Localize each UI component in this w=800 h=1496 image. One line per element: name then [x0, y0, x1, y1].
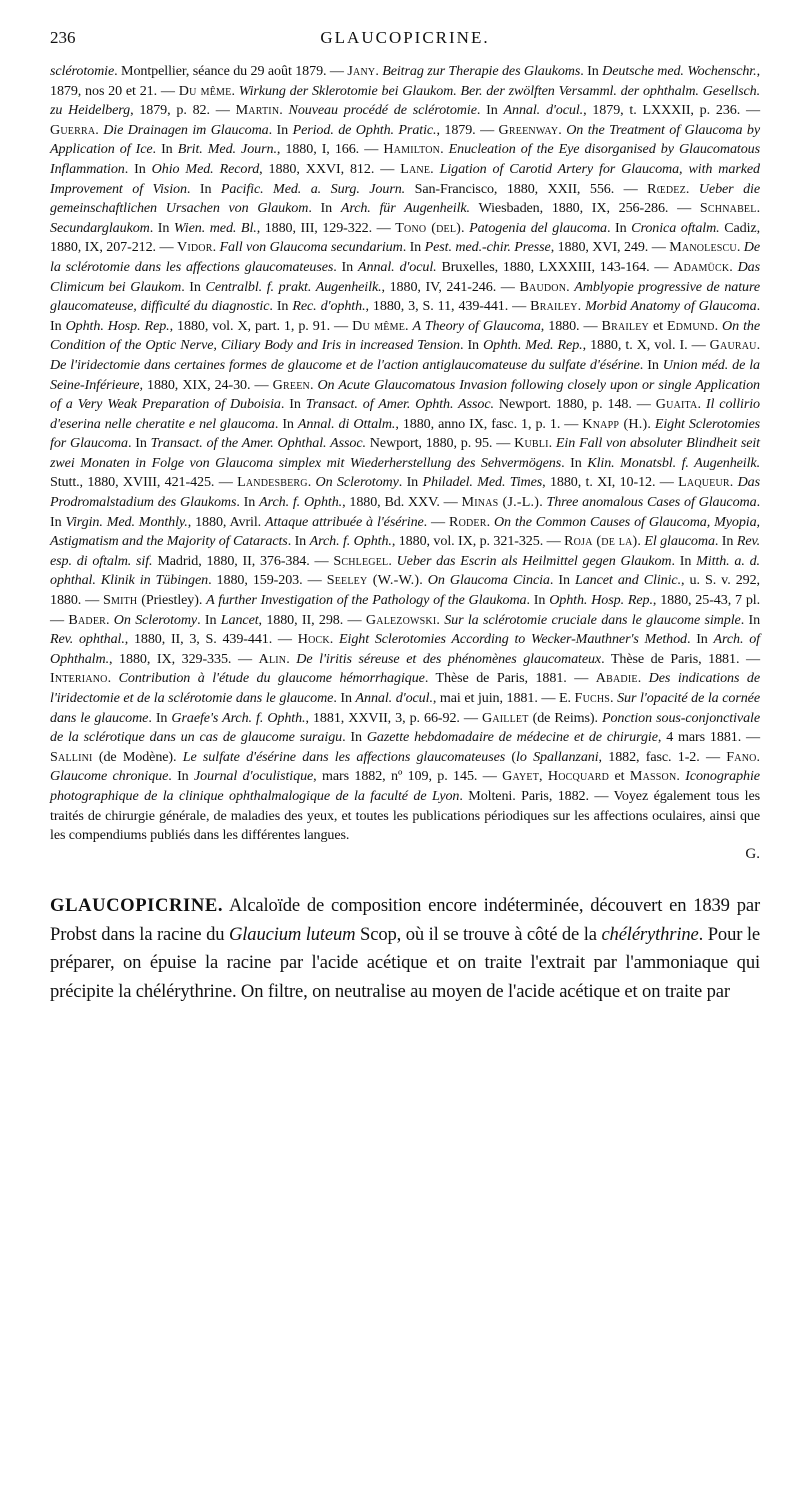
italic-text: On the Treatment of Glaucoma by Application of Ice — [50, 121, 761, 158]
text-run: . In — [50, 298, 761, 334]
text-run: , mai et juin, 1881. — E. — [432, 690, 575, 706]
italic-text: On Sclerotomy — [315, 474, 399, 491]
italic-text: Beitrag zur Therapie des Glaukoms — [382, 63, 581, 79]
text-run: , — [539, 768, 548, 785]
text-run: , 1879. — — [436, 121, 499, 138]
text-run: , 4 mars 1881. — — [657, 729, 761, 746]
text-run: . In — [342, 729, 367, 746]
italic-text: Virgin. Med. Monthly. — [65, 513, 188, 530]
italic-text: Eight Sclerotomies According to Wecker-Mauthner's Method — [339, 631, 687, 648]
italic-text: Annal. d'ocul. — [503, 102, 584, 119]
text-run: et — [648, 317, 667, 334]
italic-text: Attaque attribuée à l'ésérine — [265, 513, 424, 530]
italic-text: Le sulfate d'ésérine dans les affections glaucomateuses — [182, 748, 506, 765]
italic-text: Pest. med.-chir. Presse — [424, 239, 551, 256]
text-run: , 1880, XVI, 249. — — [550, 239, 670, 256]
author-name: Hamilton — [383, 141, 441, 158]
text-run: (de Reims). — [528, 709, 602, 726]
text-run: . 1880, 159-203. — — [208, 572, 327, 589]
text-run: . — [375, 63, 383, 79]
author-name: Martin — [235, 102, 280, 119]
author-name: Roder — [448, 513, 487, 530]
text-run: . In — [274, 415, 298, 432]
author-name: Hocquard — [547, 768, 610, 785]
author-name: Bader — [68, 611, 106, 628]
author-name: Schnabel — [699, 200, 757, 217]
text-run: . In — [402, 239, 425, 256]
italic-text: Ponction sous-conjonctivale de la sclérotique dans un cas de glaucome suraigu — [50, 709, 760, 746]
text-run: . In — [333, 258, 358, 275]
text-run: . In — [526, 592, 550, 609]
author-name: Du même — [178, 82, 232, 99]
text-run: , 1879, t. LXXXII, p. 236. — — [583, 102, 760, 119]
italic-text: Morbid Anatomy of Glaucoma — [585, 298, 757, 315]
italic-text: De l'iritis séreuse et des phénomènes glaucomateux — [296, 650, 602, 667]
text-run: . — [106, 611, 114, 628]
text-run: . In — [50, 494, 760, 530]
italic-text: Lancet and Clinic. — [574, 572, 682, 589]
italic-text: chélérythrine — [601, 923, 699, 945]
text-run: . — [388, 552, 397, 569]
article-paragraph — [50, 892, 760, 1007]
text-run: . In — [308, 200, 341, 217]
text-run: . In — [687, 631, 714, 648]
author-name: Masson — [629, 768, 677, 785]
text-run: , 1880, IV, 241-246. — — [381, 278, 520, 295]
text-run: . In — [740, 611, 761, 628]
italic-text: Fall von Glaucoma secundarium — [219, 239, 403, 256]
author-name: Seeley (W.-W.) — [326, 572, 420, 589]
text-run: . — [685, 180, 699, 197]
italic-text: Rev. ophthal. — [50, 631, 125, 648]
text-run: , 1880, t. X, vol. I. — — [582, 337, 710, 354]
author-name: Adamück — [673, 258, 730, 275]
italic-text: Wien. med. Bl. — [173, 219, 257, 236]
text-run: . — [307, 474, 316, 491]
text-run: . — [647, 415, 655, 432]
text-run: . In — [168, 768, 195, 785]
text-run: . — [436, 611, 445, 628]
text-run: . — [419, 572, 428, 589]
italic-text: Iconographie photographique de la clinique ophthalmalogique de la faculté de Lyon — [50, 768, 760, 804]
text-run: . — [697, 396, 706, 413]
italic-text: A Theory of Glaucoma — [412, 317, 541, 334]
text-run: . In — [333, 690, 356, 706]
italic-text: Gazette hebdomadaire de médecine et de chirurgie — [366, 729, 658, 746]
text-run: . — [212, 239, 220, 256]
text-run: . — [231, 82, 239, 99]
italic-text: Nouveau procédé de sclérotomie — [288, 102, 477, 119]
text-run: . Pour le préparer, on épuise la racine par l'acide acétique et on traite l'extrait par l'ammoniaque qui précipite la chélérythrine. On filtre, on neutralise au moyen de l'acide acétique et on traite par — [50, 923, 760, 1003]
italic-text: Journal d'oculistique — [194, 768, 314, 785]
author-name: Laqueur — [678, 474, 730, 491]
text-run: . — [486, 513, 494, 530]
text-run: . — [95, 121, 104, 138]
italic-text: Glaucium luteum — [229, 923, 356, 945]
text-run: , 1881, XXVII, 3, p. 66-92. — — [305, 709, 482, 726]
text-run: Bruxelles, 1880, LXXXIII, 143-164. — — [436, 258, 674, 275]
text-run: . In — [197, 611, 221, 628]
italic-text: Contribution à l'étude du glaucome hémorrhagique — [118, 670, 425, 687]
author-name: Green — [272, 376, 310, 393]
italic-text: Arch. für Augenheilk. — [340, 200, 470, 217]
text-run: . In — [549, 572, 575, 589]
text-run: . — [548, 435, 556, 452]
italic-text: Pacific. Med. a. Surg. Journ. — [220, 180, 406, 197]
author-name: Knapp (H.) — [582, 415, 648, 432]
author-name: Rœdez — [647, 180, 686, 197]
text-run: . Thèse de Paris, 1881. — — [424, 670, 596, 687]
text-run: , 1880, I, 166. — — [276, 141, 384, 158]
italic-text: Amblyopie progressive de nature glaucomateuse, difficulté du diagnostic — [50, 278, 760, 315]
author-name: Fuchs — [574, 690, 611, 706]
italic-text: Il collirio d'eserina nelle cheratite e nel glaucoma — [50, 396, 760, 432]
text-run: . — — [423, 513, 449, 530]
text-run: . — [756, 337, 761, 354]
text-run: (Priestley). — [137, 592, 207, 609]
text-run: . In — [607, 219, 632, 236]
text-run: . — [440, 141, 449, 158]
italic-text: Deutsche med. Wochenschr. — [602, 63, 757, 79]
author-name: Du même — [352, 317, 406, 334]
author-name: Fano — [726, 748, 757, 765]
text-run: Cadiz, 1880, IX, 207-212. — — [50, 219, 760, 256]
italic-text: De la sclérotomie dans les affections glaucomateuses — [50, 239, 760, 275]
author-name: Sallini — [50, 748, 93, 765]
text-run: , 1880, anno IX, fasc. 1, p. 1. — — [395, 415, 583, 432]
author-name: Minas (J.-L.) — [461, 494, 540, 511]
italic-text: Annal. di Ottalm. — [297, 415, 396, 432]
italic-text: Brit. Med. Journ. — [177, 141, 277, 158]
text-run: . — [637, 670, 649, 687]
text-run: . — [566, 278, 575, 295]
text-run: . In — [639, 356, 663, 373]
italic-text: Arch. f. Ophth. — [259, 494, 343, 511]
italic-text: Mitth. a. d. ophthal. Klinik in Tübingen — [50, 552, 760, 589]
text-run: Stutt., 1880, XVIII, 421-425. — — [50, 474, 238, 491]
text-run: . — [637, 533, 645, 550]
italic-text: Period. de Ophth. Pratic. — [292, 121, 437, 138]
italic-text: Sur la sclérotomie cruciale dans le glaucome simple — [444, 611, 741, 628]
author-name: Manolescu — [669, 239, 737, 256]
author-name: Tono (del) — [395, 219, 462, 236]
text-run: , 1880, vol. IX, p. 321-325. — — [391, 533, 565, 550]
text-run: . — [539, 494, 547, 511]
italic-text: De l'iridectomie dans certaines formes de glaucome et de l'action antiglaucomateuse du sulfate d'ésérine — [50, 356, 640, 373]
text-run: Madrid, 1880, II, 376-384. — — [152, 552, 334, 569]
text-run: , 1880, XIX, 24-30. — — [139, 376, 273, 393]
article-headword: GLAUCOPICRINE. — [50, 894, 224, 916]
author-name: Brailey — [530, 298, 578, 315]
text-run: ( — [505, 748, 517, 765]
text-run: Wiesbaden, 1880, IX, 256-286. — — [469, 200, 700, 217]
text-run: . — [736, 239, 744, 256]
text-run: . In — [186, 180, 221, 197]
text-run: . — [756, 748, 760, 765]
author-name: Gayet — [502, 768, 540, 785]
text-run: . In — [268, 121, 293, 138]
italic-text: Transact. of the Amer. Ophthal. Assoc. — [150, 435, 366, 452]
text-run: . In — [476, 102, 504, 119]
text-run: . In — [280, 396, 306, 413]
italic-text: Ophth. Hosp. Rep. — [549, 592, 653, 609]
text-run: . — [405, 317, 413, 334]
text-run: . In — [269, 298, 293, 315]
author-name: Vidor — [176, 239, 213, 256]
italic-text: Graefe's Arch. f. Ophth. — [171, 709, 306, 726]
author-name: Jany — [347, 63, 376, 79]
text-run: , 1880, vol. X, part. 1, p. 91. — — [169, 317, 353, 334]
text-run: , 1879, p. 82. — — [130, 102, 236, 119]
running-head — [50, 28, 760, 56]
italic-text: Three anomalous Cases of Glaucoma — [546, 494, 757, 511]
author-signature: G. — [745, 845, 760, 862]
author-name: Greenway — [498, 121, 559, 138]
text-run: . — [430, 160, 440, 177]
text-run: , 1882, fasc. 1-2. — — [598, 748, 727, 765]
text-run: . — [309, 376, 318, 393]
text-run: . In — [181, 278, 206, 295]
italic-text: Arch. f. Ophth. — [309, 533, 392, 550]
author-name: Baudon — [519, 278, 567, 295]
text-run: . — [107, 670, 119, 687]
italic-text: Lancet — [220, 611, 259, 628]
author-name: Guaita — [655, 396, 698, 413]
text-run: . — [558, 121, 567, 138]
italic-text: On Glaucoma Cincia — [427, 572, 550, 589]
italic-text: Transact. of Amer. Ophth. Assoc. — [305, 396, 494, 413]
italic-text: Klin. Monatsbl. f. Augenheilk. — [587, 454, 761, 471]
text-run: Newport. 1880, p. 148. — — [493, 396, 656, 413]
italic-text: Centralbl. f. prakt. Augenheilk. — [205, 278, 382, 295]
author-name: Alin — [258, 650, 287, 667]
text-run: , 1880, II, 3, S. 439-441. — — [124, 631, 298, 648]
text-run: . In — [148, 709, 172, 726]
author-name: Galezowski — [365, 611, 437, 628]
text-run: , 1880, XXVI, 812. — — [259, 160, 401, 177]
italic-text: Sur l'opacité de la cornée dans le glaucome — [50, 690, 760, 726]
italic-text: lo Spallanzani — [516, 748, 599, 765]
text-run: , mars 1882, nº 109, p. 145. — — [313, 768, 503, 785]
italic-text: Rev. esp. di oftalm. sif. — [50, 533, 761, 569]
author-name: Edmund — [667, 317, 715, 334]
italic-text: Eight Sclerotomies for Glaucoma — [50, 415, 760, 452]
italic-text: sclérotomie — [50, 63, 115, 79]
text-run: . In — [714, 533, 737, 550]
text-run: . — [577, 298, 586, 315]
text-run: , 1880, IX, 329-335. — — [109, 650, 259, 667]
text-run: . — [329, 631, 339, 648]
text-run: , 1880, t. XI, 10-12. — — [542, 474, 679, 491]
italic-text: Enucleation of the Eye disorganised by Glaucomatous Inflammation — [50, 141, 760, 177]
author-name: Hock — [297, 631, 330, 648]
running-title: GLAUCOPICRINE. — [320, 28, 490, 47]
text-run: , 1880, Bd. XXV. — — [342, 494, 462, 511]
text-run: . In — [127, 435, 151, 452]
text-run: . — [729, 258, 738, 275]
author-name: Roja (de la) — [564, 533, 638, 550]
text-run: . In — [459, 337, 484, 354]
text-run: . — [610, 690, 618, 706]
text-run: , 1880, II, 298. — — [258, 611, 366, 628]
italic-text: On the Common Causes of Glaucoma, Myopia, Astigmatism and the Majority of Cataracts — [50, 513, 760, 550]
text-run: . In — [152, 141, 178, 158]
italic-text: Des indications de l'iridectomie et de la sclérotomie dans le glaucome — [50, 670, 760, 706]
text-run: , 1879, nos 20 et 21. — — [50, 63, 760, 99]
italic-text: Ueber die gemeinschaftlichen Ursachen von Glaukom — [50, 180, 760, 217]
text-run: , 1880. — — [540, 317, 602, 334]
italic-text: Annal. d'ocul. — [357, 258, 437, 275]
text-run: . In — [671, 552, 697, 569]
italic-text: Ophth. Med. Rep. — [483, 337, 583, 354]
text-run: . — [461, 219, 470, 236]
italic-text: A further Investigation of the Pathology of the Glaukoma — [206, 592, 527, 609]
text-run: San-Francisco, 1880, XXII, 556. — — [405, 180, 648, 197]
text-run: . In — [287, 533, 310, 550]
author-name: Brailey — [601, 317, 649, 334]
italic-text: Annal. d'ocul. — [355, 690, 433, 706]
italic-text: Wirkung der Sklerotomie bei Glaukom. Ber. der zwölften Versamml. der ophthalm. Gesellsch. zu Heidelberg — [50, 82, 760, 119]
italic-text: Arch. of Ophthalm. — [50, 631, 760, 667]
text-run: . Montpellier, séance du 29 août 1879. — — [114, 63, 348, 79]
author-name: Abadie — [595, 670, 638, 687]
text-run: . In — [124, 160, 152, 177]
italic-text: El glaucoma — [644, 533, 715, 550]
italic-text: On Acute Glaucomatous Invasion following closely upon or single Application of a Very Weak Preparation of Duboisia — [50, 376, 760, 413]
text-run: . In — [236, 494, 260, 511]
text-run: (de Modène). — [92, 748, 183, 765]
page-number: 236 — [50, 28, 76, 47]
text-run: Alcaloïde de composition encore indéterminée, découvert en 1839 par Probst dans la racine du — [50, 894, 760, 945]
author-name: Schlegel — [333, 552, 389, 569]
italic-text: Glaucome chronique — [50, 768, 169, 785]
italic-text: Ohio Med. Record — [151, 160, 260, 177]
text-run: . Thèse de Paris, 1881. — — [601, 650, 760, 667]
text-run: . In — [398, 474, 423, 491]
text-run: Scop, où il se trouve à côté de la — [355, 923, 602, 945]
author-name: Landesberg — [237, 474, 308, 491]
italic-text: Die Drainagen im Glaucoma — [103, 121, 269, 138]
author-name: Lane — [400, 160, 431, 177]
italic-text: On the Condition of the Optic Nerve, Ciliary Body and Iris in increased Tension — [50, 317, 761, 354]
text-run: et — [609, 768, 630, 785]
text-run: . — [286, 650, 297, 667]
text-run: . — [714, 317, 723, 334]
text-run: . — [676, 768, 686, 785]
text-run: . Molteni. Paris, 1882. — Voyez également tous les traités de chirurgie générale, de maladies des yeux, et toutes les publications périodiques sur les affections oculaires, ainsi que les compendiums publiés dans les différentes langues. — [50, 787, 760, 844]
author-name: Interiano — [50, 670, 108, 687]
text-run: , 1880, Avril. — [187, 513, 266, 530]
bibliography-paragraph — [50, 62, 760, 846]
italic-text: Das Prodromalstadium des Glaukoms — [50, 474, 761, 511]
text-run: . — [729, 474, 738, 491]
page — [50, 28, 760, 1007]
italic-text: Rec. d'ophth. — [292, 298, 366, 315]
text-run: , 1880, 25-43, 7 pl. — — [50, 592, 760, 628]
italic-text: Philadel. Med. Times — [422, 474, 543, 491]
italic-text: On Sclerotomy — [113, 611, 198, 628]
author-name: Guerra — [50, 121, 96, 138]
text-run: , u. S. v. 292, 1880. — — [50, 572, 760, 609]
italic-text: Cronica oftalm. — [631, 219, 720, 236]
text-run: . In — [561, 454, 588, 471]
author-name: Gaurau — [709, 337, 757, 354]
author-name: Kubli — [514, 435, 549, 452]
italic-text: Das Climicum bei Glaukom — [50, 258, 760, 295]
text-run: . — [756, 200, 760, 217]
italic-text: Ligation of Carotid Artery for Glaucoma, with marked Improvement of Vision — [50, 160, 760, 197]
author-name: Gaillet — [481, 709, 529, 726]
text-run: . In — [580, 63, 603, 79]
italic-text: Ueber das Escrin als Heilmittel gegen Glaukom — [396, 552, 672, 569]
italic-text: Secundarglaukom — [50, 219, 150, 236]
text-run: Newport, 1880, p. 95. — — [365, 435, 515, 452]
italic-text: Ein Fall von absoluter Blindheit seit zwei Monaten in Folge von Glaucoma simplex mit Wiederherstellung des Sehvermögens — [50, 435, 760, 471]
italic-text: Patogenia del glaucoma — [469, 219, 607, 236]
text-run: , 1880, III, 129-322. — — [256, 219, 396, 236]
text-run: , 1880, 3, S. 11, 439-441. — — [365, 298, 531, 315]
author-name: Smith — [102, 592, 138, 609]
italic-text: Ophth. Hosp. Rep. — [65, 317, 170, 334]
text-run: . In — [149, 219, 174, 236]
text-run: . — [279, 102, 289, 119]
italic-text: Union méd. de la Seine-Inférieure — [50, 356, 760, 393]
